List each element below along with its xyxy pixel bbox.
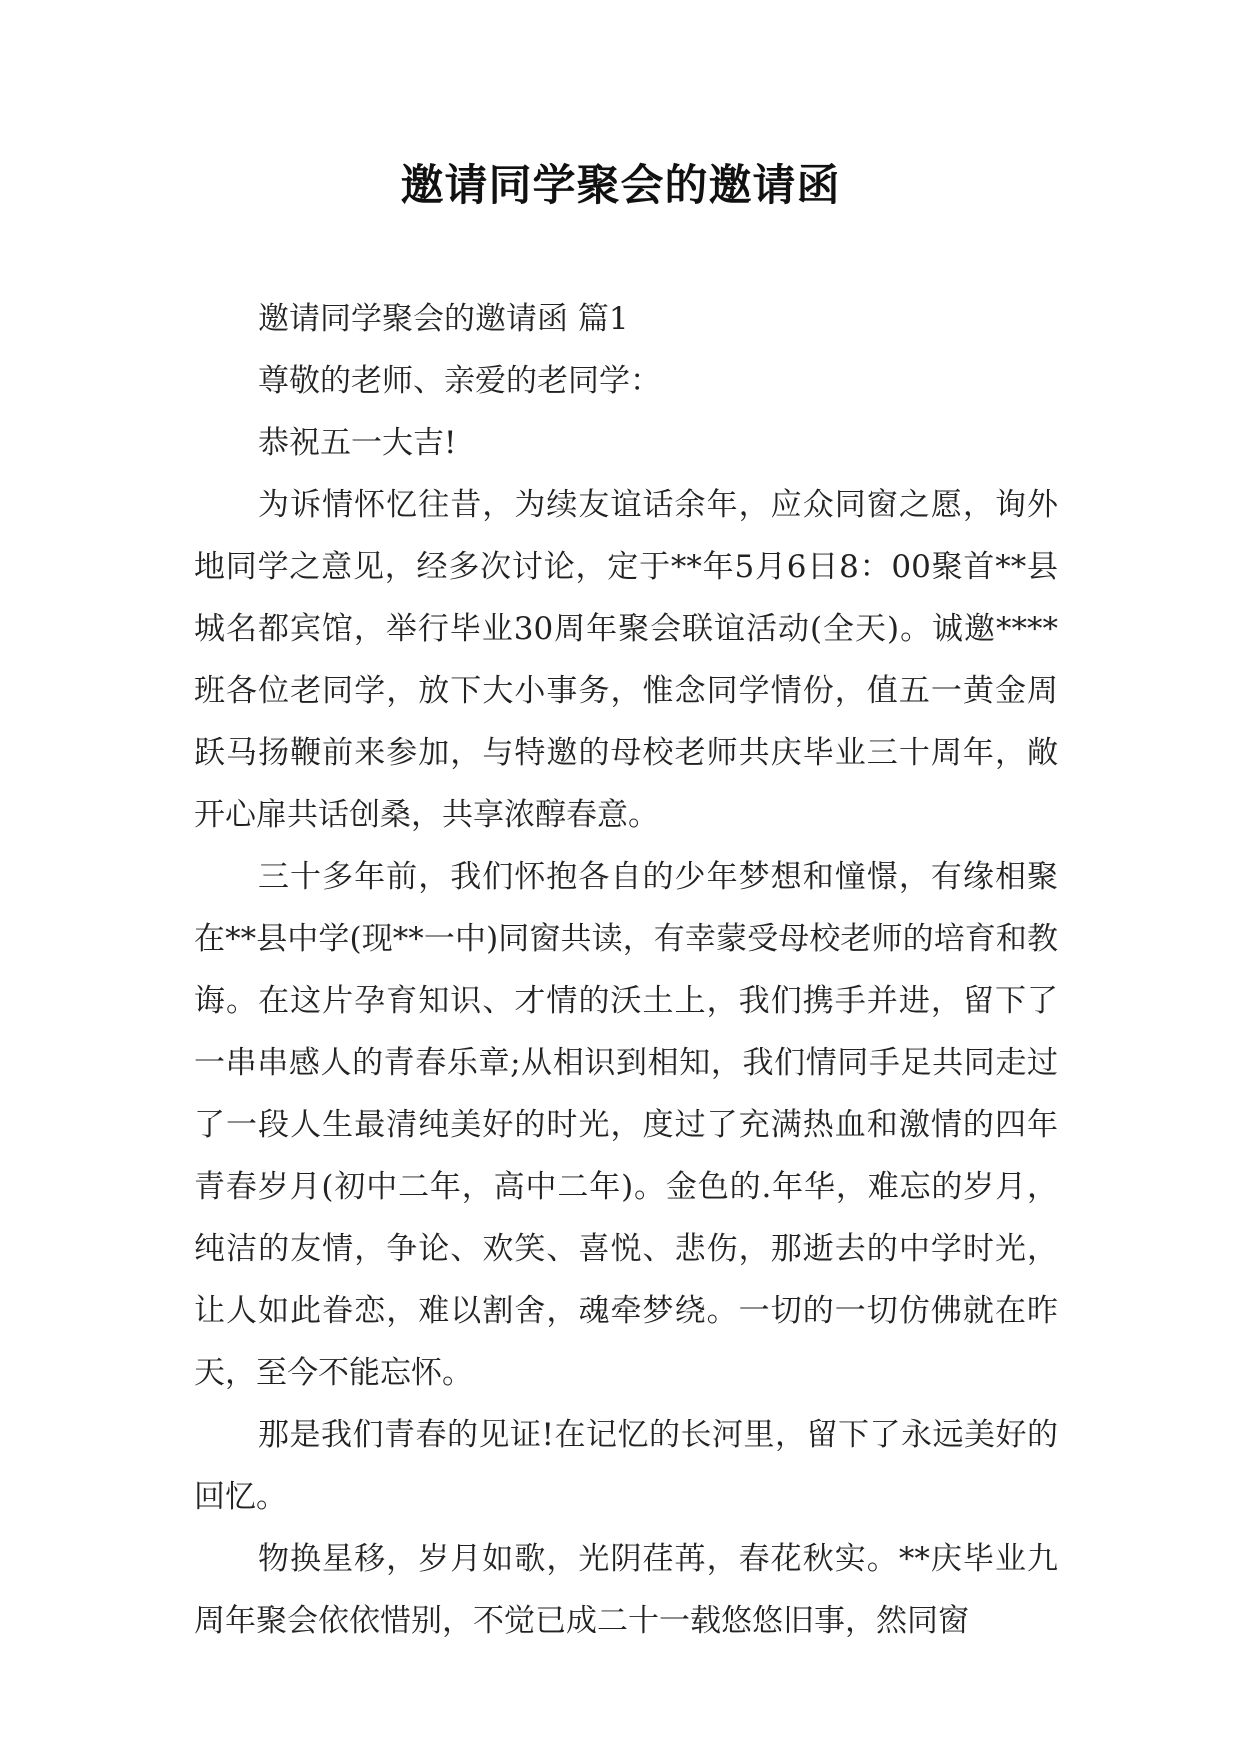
- salutation: 尊敬的老师、亲爱的老同学：: [258, 363, 661, 399]
- document-body: [194, 288, 1058, 1652]
- body-paragraph: 为诉情怀忆往昔，为续友谊话余年，应众同窗之愿，询外地同学之意见，经多次讨论，定于**年5月6日8：00聚首**县城名都宾馆，举行毕业30周年聚会联谊活动(全天)。诚邀****班各位老同学，放下大小事务，惟念同学情份，值五一黄金周跃马扬鞭前来参加，与特邀的母校老师共庆毕业三十周年，敞开心扉共话创桑，共享浓醇春意。: [194, 487, 1058, 833]
- body-paragraph: 三十多年前，我们怀抱各自的少年梦想和憧憬，有缘相聚在**县中学(现**一中)同窗共读，有幸蒙受母校老师的培育和教诲。在这片孕育知识、才情的沃土上，我们携手并进，留下了一串串感人的青春乐章;从相识到相知，我们情同手足共同走过了一段人生最清纯美好的时光，度过了充满热血和激情的四年青春岁月(初中二年，高中二年)。金色的.年华，难忘的岁月，纯洁的友情，争论、欢笑、喜悦、悲伤，那逝去的中学时光，让人如此眷恋，难以割舍，魂牵梦绕。一切的一切仿佛就在昨天，至今不能忘怀。: [194, 859, 1058, 1391]
- body-paragraph: 物换星移，岁月如歌，光阴荏苒，春花秋实。**庆毕业九周年聚会依依惜别，不觉已成二十一载悠悠旧事，然同窗: [194, 1541, 1058, 1639]
- body-paragraph: 那是我们青春的见证!在记忆的长河里，留下了永远美好的回忆。: [194, 1417, 1058, 1515]
- greeting: 恭祝五一大吉!: [258, 425, 457, 461]
- section-heading: 邀请同学聚会的邀请函 篇1: [258, 301, 629, 337]
- document-title: 邀请同学聚会的邀请函: [400, 161, 841, 211]
